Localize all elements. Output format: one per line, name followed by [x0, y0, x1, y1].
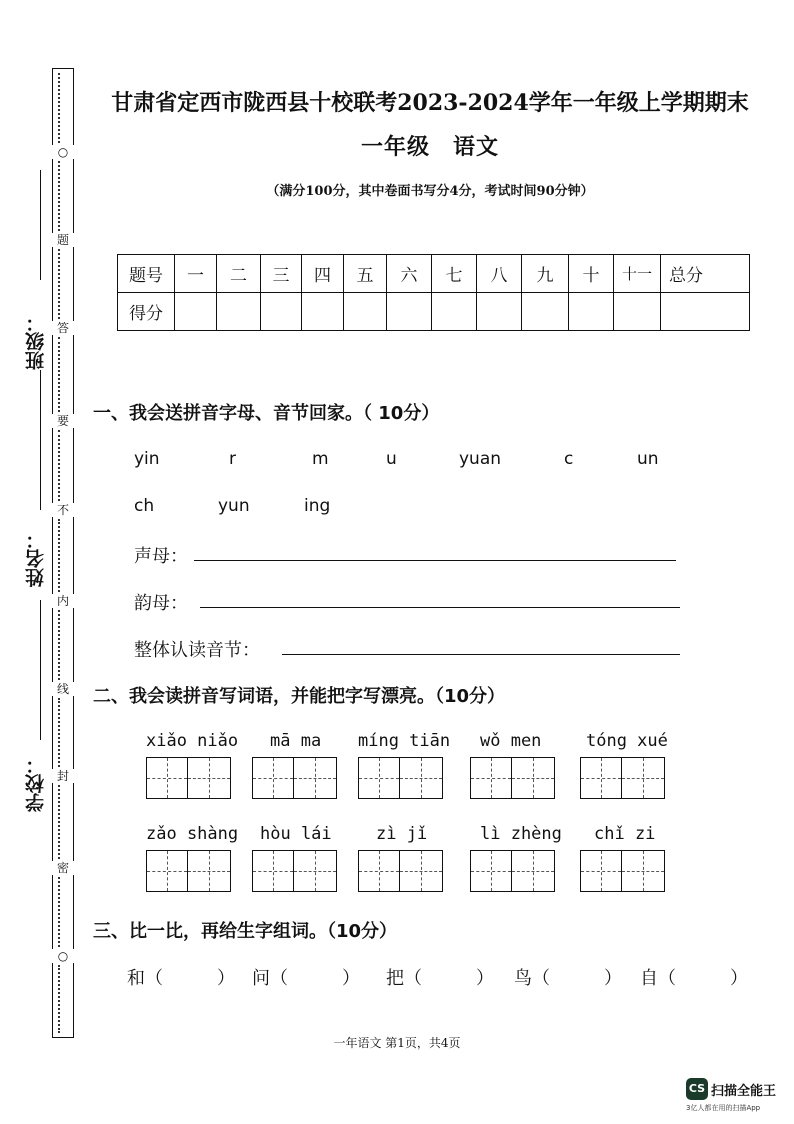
- word-group: [358, 731, 450, 799]
- pinyin-item: m: [312, 449, 329, 469]
- binding-circle-top: ○: [49, 145, 77, 159]
- finals-label: 韵母：: [134, 593, 188, 614]
- binding-dotted-line: [58, 877, 68, 947]
- pinyin-item: ch: [134, 496, 155, 516]
- writing-cell[interactable]: [146, 757, 188, 799]
- section2-heading: 二、我会读拼音写词语，并能把字写漂亮。（10分）: [93, 686, 506, 707]
- score-cell-9[interactable]: [522, 293, 569, 331]
- compare-item[interactable]: 把（ ）: [386, 968, 494, 989]
- writing-cell[interactable]: [580, 850, 622, 892]
- score-table-cell: 六: [387, 255, 432, 293]
- pinyin-item: ing: [304, 496, 331, 516]
- score-table-cell: 九: [522, 255, 569, 293]
- binding-dotted-line: [58, 430, 68, 501]
- school-label: 学校：: [25, 755, 47, 812]
- score-table-header-row: [118, 255, 750, 293]
- whole-syllable-answer-line[interactable]: [282, 654, 680, 655]
- score-table-cell: 十: [569, 255, 614, 293]
- binding-circle-bottom: ○: [49, 949, 77, 963]
- score-cell-11[interactable]: [614, 293, 661, 331]
- writing-cell[interactable]: [252, 757, 294, 799]
- word-pinyin: wǒ men: [480, 731, 542, 751]
- scanner-watermark: [686, 1078, 776, 1113]
- scanner-app-name: 扫描全能王: [711, 1083, 777, 1099]
- name-label: 姓名：: [25, 530, 47, 587]
- writing-cell[interactable]: [512, 757, 555, 799]
- pinyin-item: yun: [218, 496, 250, 516]
- word-pinyin: zì jǐ: [376, 824, 428, 844]
- writing-cell[interactable]: [358, 850, 400, 892]
- writing-cell[interactable]: [470, 757, 512, 799]
- score-cell-10[interactable]: [569, 293, 614, 331]
- exam-note: （满分100分，其中卷面书写分4分，考试时间90分钟）: [266, 184, 594, 199]
- score-table: [117, 254, 750, 331]
- score-cell-3[interactable]: [261, 293, 302, 331]
- writing-cell[interactable]: [622, 850, 665, 892]
- writing-cell[interactable]: [188, 850, 231, 892]
- word-pinyin: zǎo shàng: [146, 824, 239, 844]
- binding-dotted-line: [58, 965, 68, 1033]
- score-table-cell: 八: [477, 255, 522, 293]
- binding-dotted-line: [58, 249, 68, 319]
- word-group: [146, 824, 238, 892]
- score-table-cell: 一: [175, 255, 217, 293]
- word-group: [580, 824, 665, 892]
- pinyin-item: un: [637, 449, 659, 469]
- pinyin-item: r: [229, 449, 236, 469]
- binding-char: 要: [49, 414, 77, 428]
- compare-char: 和: [127, 968, 145, 989]
- score-table-cell: 五: [344, 255, 387, 293]
- compare-char: 鸟: [514, 968, 532, 989]
- binding-char: 不: [49, 503, 77, 517]
- score-table-cell: 十一: [614, 255, 661, 293]
- writing-cell[interactable]: [188, 757, 231, 799]
- word-pinyin: míng tiān: [358, 731, 451, 751]
- page-footer: 一年语文 第1页，共4页: [333, 1036, 461, 1050]
- binding-char: 密: [49, 861, 77, 875]
- binding-char: 线: [49, 682, 77, 696]
- word-pinyin: lì zhèng: [480, 824, 562, 844]
- score-table-cell: 得分: [118, 293, 175, 331]
- writing-cell[interactable]: [358, 757, 400, 799]
- initials-label: 声母：: [134, 546, 188, 567]
- binding-dotted-line: [58, 337, 68, 412]
- writing-cell[interactable]: [580, 757, 622, 799]
- writing-cell[interactable]: [470, 850, 512, 892]
- whole-syllable-label: 整体认读音节：: [134, 640, 260, 661]
- word-pinyin: hòu lái: [260, 824, 332, 844]
- score-cell-8[interactable]: [477, 293, 522, 331]
- section1-heading: 一、我会送拼音字母、音节回家。（ 10分）: [93, 403, 440, 424]
- pinyin-item: yin: [134, 449, 160, 469]
- score-cell-2[interactable]: [217, 293, 261, 331]
- writing-cell[interactable]: [294, 757, 337, 799]
- score-cell-7[interactable]: [432, 293, 477, 331]
- compare-char: 问: [252, 968, 270, 989]
- word-pinyin: tóng xué: [586, 731, 668, 751]
- word-pinyin: xiǎo niǎo: [146, 731, 239, 751]
- writing-cell[interactable]: [294, 850, 337, 892]
- score-cell-6[interactable]: [387, 293, 432, 331]
- word-group: [252, 824, 337, 892]
- binding-char: 答: [49, 321, 77, 335]
- binding-char: 题: [49, 233, 77, 247]
- binding-dotted-line: [58, 698, 68, 767]
- writing-cell[interactable]: [400, 850, 443, 892]
- score-table-cell: 七: [432, 255, 477, 293]
- section3-heading: 三、比一比，再给生字组词。（10分）: [93, 921, 398, 942]
- exam-subtitle: 一年级 语文: [360, 134, 499, 160]
- word-group: [580, 731, 668, 799]
- word-group: [358, 824, 443, 892]
- compare-char: 把: [386, 968, 404, 989]
- word-group: [470, 824, 562, 892]
- score-table-cell: 总分: [661, 255, 750, 293]
- score-table-cell: 题号: [118, 255, 175, 293]
- compare-item[interactable]: 鸟（ ）: [514, 968, 622, 989]
- score-table-score-row: [118, 293, 750, 331]
- score-table-cell: 四: [302, 255, 344, 293]
- binding-dotted-line: [58, 610, 68, 680]
- scanner-logo-icon: CS: [686, 1078, 708, 1100]
- score-table-cell: 二: [217, 255, 261, 293]
- binding-char: 封: [49, 769, 77, 783]
- name-line: [40, 370, 41, 510]
- compare-item[interactable]: 和（ ）: [127, 968, 235, 989]
- writing-cell[interactable]: [512, 850, 555, 892]
- pinyin-item: c: [564, 449, 574, 469]
- score-table-cell: 三: [261, 255, 302, 293]
- writing-cell[interactable]: [146, 850, 188, 892]
- score-cell-5[interactable]: [344, 293, 387, 331]
- pinyin-item: yuan: [459, 449, 502, 469]
- exam-title: 甘肃省定西市陇西县十校联考2023-2024学年一年级上学期期末: [111, 90, 749, 116]
- score-cell-total[interactable]: [661, 293, 750, 331]
- initials-answer-line[interactable]: [194, 560, 676, 561]
- word-pinyin: mā ma: [270, 731, 322, 751]
- score-cell-4[interactable]: [302, 293, 344, 331]
- scanner-tagline: 3亿人都在用的扫描App: [686, 1104, 761, 1112]
- binding-char: 内: [49, 594, 77, 608]
- finals-answer-line[interactable]: [200, 607, 680, 608]
- writing-cell[interactable]: [400, 757, 443, 799]
- pinyin-item: u: [386, 449, 397, 469]
- word-group: [252, 731, 337, 799]
- word-group: [146, 731, 238, 799]
- binding-dotted-line: [58, 519, 68, 592]
- compare-item[interactable]: 自（ ）: [640, 968, 748, 989]
- compare-item[interactable]: 问（ ）: [252, 968, 360, 989]
- binding-dotted-line: [58, 785, 68, 859]
- writing-cell[interactable]: [622, 757, 665, 799]
- binding-strip: [52, 68, 74, 1038]
- compare-char: 自: [640, 968, 658, 989]
- class-label: 班级：: [25, 313, 47, 370]
- school-line: [40, 600, 41, 740]
- writing-cell[interactable]: [252, 850, 294, 892]
- word-pinyin: chǐ zi: [594, 824, 656, 844]
- word-group: [470, 731, 555, 799]
- score-cell-1[interactable]: [175, 293, 217, 331]
